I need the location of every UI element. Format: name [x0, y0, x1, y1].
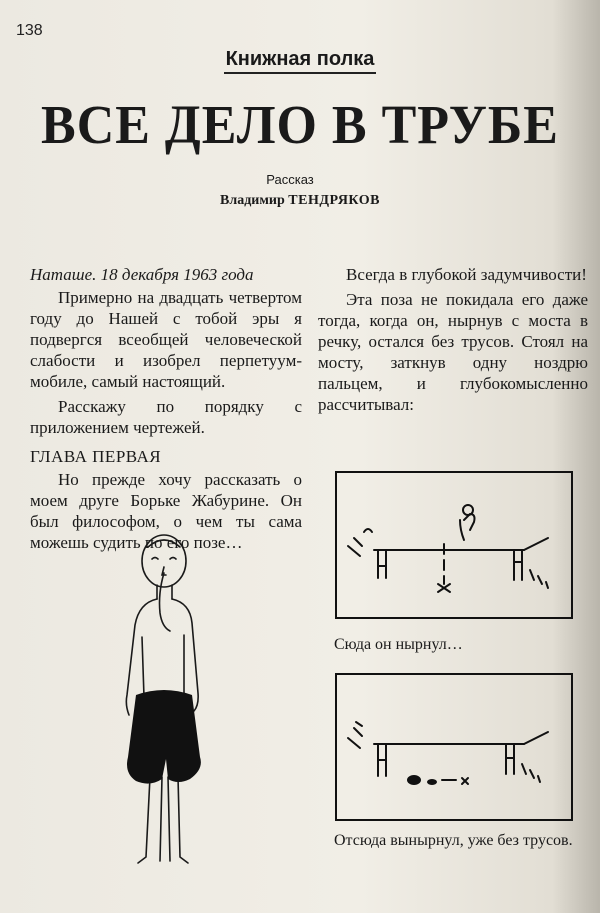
chapter-heading: ГЛАВА ПЕРВАЯ: [30, 447, 162, 466]
page-number: 138: [16, 22, 43, 39]
section-title: [0, 48, 600, 71]
caption-frame-2: Отсюда вынырнул, уже без трусов.: [334, 832, 573, 849]
story-genre: Рассказ: [266, 172, 314, 187]
paragraph: Эта поза не покидала его даже тогда, когда он, нырнув с моста в речку, остался без трусов. Стоял на мосту, заткнув одну ноздрю пальцем, и глубокомысленно рассчитывал:: [318, 290, 588, 414]
diagram-frame-1: [334, 470, 574, 620]
paragraph: Расскажу по порядку с приложением чертежей.: [30, 397, 302, 437]
author-name: [0, 193, 600, 209]
paragraph: Примерно на двадцать четвертом году до Нашей с тобой эры я подвергся всеобщей человеческой слабости и изобрел перпетуум-мобиле, самый настоящий.: [30, 288, 302, 391]
right-column: [318, 264, 588, 419]
boy-illustration: [112, 527, 222, 872]
author-first-name: Владимир: [220, 193, 285, 208]
left-column: [30, 264, 302, 557]
caption-frame-1: Сюда он нырнул…: [334, 636, 463, 653]
diagram-frame-2: [334, 672, 574, 822]
author-last-name: ТЕНДРЯКОВ: [288, 193, 380, 208]
section-title-text: Книжная полка: [224, 48, 377, 74]
paragraph: Всегда в глубокой задумчивости!: [346, 265, 587, 284]
dedication: Наташе. 18 декабря 1963 года: [30, 265, 254, 284]
story-title: ВСЕ ДЕЛО В ТРУБЕ: [41, 95, 559, 156]
paragraph: Но прежде хочу рассказать о моем друге Борьке Жабурине. Он был философом, о чем ты сама можешь судить по его позе…: [30, 470, 302, 552]
